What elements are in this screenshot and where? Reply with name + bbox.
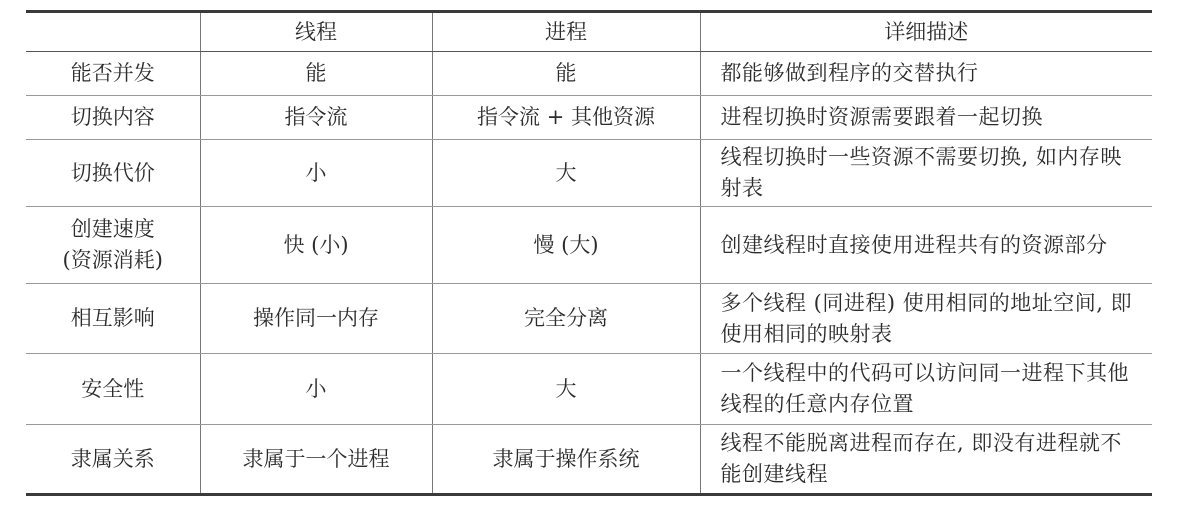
- process-cell: 隶属于操作系统: [432, 425, 700, 495]
- header-empty: [26, 12, 200, 52]
- table-row: [26, 354, 1152, 425]
- row-attribute-line1: 创建速度: [70, 217, 155, 241]
- process-cell: 慢 (大): [432, 207, 700, 284]
- process-cell: 指令流 + 其他资源: [432, 96, 700, 140]
- description-cell: 一个线程中的代码可以访问同一进程下其他线程的任意内存位置: [700, 354, 1152, 425]
- row-attribute: [26, 207, 200, 284]
- thread-cell: 快 (小): [200, 207, 432, 284]
- thread-cell: 能: [200, 52, 432, 96]
- description-cell: 线程不能脱离进程而存在, 即没有进程就不能创建线程: [700, 425, 1152, 495]
- row-attribute-line2: (资源消耗): [62, 248, 163, 272]
- row-attribute: 能否并发: [26, 52, 200, 96]
- table-row: [26, 140, 1152, 207]
- table-row: [26, 425, 1152, 495]
- thread-cell: 小: [200, 354, 432, 425]
- comparison-table-container: [26, 10, 1152, 496]
- row-attribute: 切换代价: [26, 140, 200, 207]
- table-row: [26, 284, 1152, 354]
- table-row: [26, 207, 1152, 284]
- header-thread: 线程: [200, 12, 432, 52]
- table-row: [26, 52, 1152, 96]
- row-attribute: 隶属关系: [26, 425, 200, 495]
- process-cell: 大: [432, 140, 700, 207]
- description-cell: 进程切换时资源需要跟着一起切换: [700, 96, 1152, 140]
- thread-cell: 隶属于一个进程: [200, 425, 432, 495]
- process-cell: 完全分离: [432, 284, 700, 354]
- row-attribute: 切换内容: [26, 96, 200, 140]
- table-row: [26, 96, 1152, 140]
- description-cell: 线程切换时一些资源不需要切换, 如内存映射表: [700, 140, 1152, 207]
- description-cell: 多个线程 (同进程) 使用相同的地址空间, 即使用相同的映射表: [700, 284, 1152, 354]
- description-cell: 创建线程时直接使用进程共有的资源部分: [700, 207, 1152, 284]
- process-cell: 能: [432, 52, 700, 96]
- process-cell: 大: [432, 354, 700, 425]
- description-cell: 都能够做到程序的交替执行: [700, 52, 1152, 96]
- thread-cell: 指令流: [200, 96, 432, 140]
- row-attribute: 安全性: [26, 354, 200, 425]
- header-description: 详细描述: [700, 12, 1152, 52]
- header-row: [26, 12, 1152, 52]
- thread-cell: 小: [200, 140, 432, 207]
- thread-vs-process-table: [26, 10, 1152, 496]
- row-attribute: 相互影响: [26, 284, 200, 354]
- thread-cell: 操作同一内存: [200, 284, 432, 354]
- header-process: 进程: [432, 12, 700, 52]
